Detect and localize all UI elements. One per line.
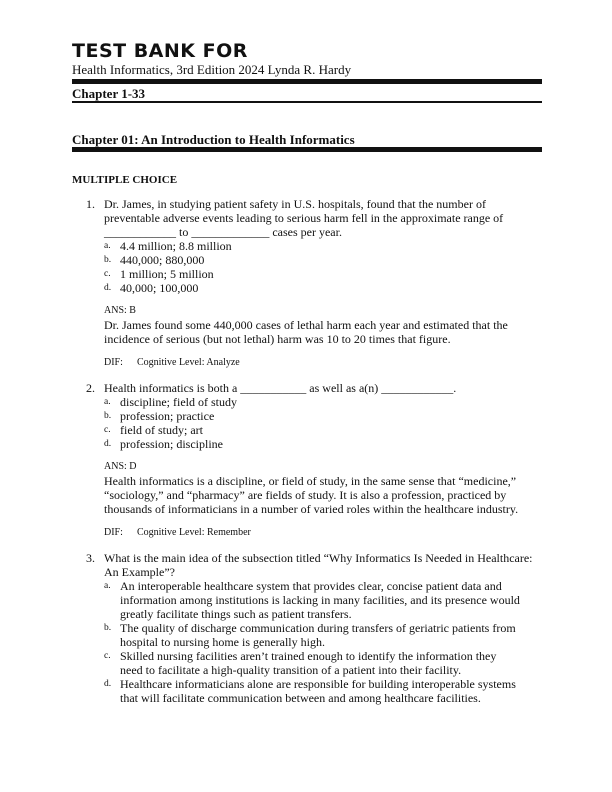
rationale-line: “sociology,” and “pharmacy” are fields of study. It is also a profession, practiced by <box>104 488 507 502</box>
rationale-line: Health informatics is a discipline, or field of study, in the same sense that “medicine,” <box>104 474 517 488</box>
option-text: hospital to nursing home is generally high. <box>120 635 325 649</box>
option-letter: a. <box>104 397 111 407</box>
difficulty-value: Cognitive Level: Analyze <box>137 357 240 368</box>
option-text: information among institutions is lacking in many facilities, and its presence would <box>120 593 520 607</box>
option-letter: b. <box>104 411 112 421</box>
option-text: field of study; art <box>120 423 203 437</box>
option-letter: c. <box>104 425 111 435</box>
question-stem-line: ____________ to _____________ cases per year. <box>104 225 342 239</box>
option-text: 4.4 million; 8.8 million <box>120 239 232 253</box>
answer-key: ANS: D <box>104 461 137 472</box>
thick-rule <box>72 79 542 84</box>
option-text: Skilled nursing facilities aren’t trained enough to identify the information they <box>120 649 497 663</box>
option-text: An interoperable healthcare system that provides clear, concise patient data and <box>120 579 502 593</box>
question-number: 1. <box>86 197 95 211</box>
thin-rule <box>72 101 542 103</box>
option-text: Healthcare informaticians alone are responsible for building interoperable systems <box>120 677 516 691</box>
answer-key: ANS: B <box>104 305 136 316</box>
question-stem-line: Dr. James, in studying patient safety in U.S. hospitals, found that the number of <box>104 197 486 211</box>
section-label: MULTIPLE CHOICE <box>72 174 178 186</box>
option-text: greatly facilitate things such as patient transfers. <box>120 607 352 621</box>
chapter-rule <box>72 147 542 152</box>
option-letter: d. <box>104 283 112 293</box>
question-stem-line: An Example”? <box>104 565 175 579</box>
question-stem-line: Health informatics is both a ___________ as well as a(n) ____________. <box>104 381 457 395</box>
rationale-line: Dr. James found some 440,000 cases of lethal harm each year and estimated that the <box>104 318 508 332</box>
option-text: The quality of discharge communication during transfers of geriatric patients from <box>120 621 516 635</box>
rationale-line: thousands of informaticians in a number of varied roles within the healthcare industry. <box>104 502 519 516</box>
option-text: profession; discipline <box>120 437 223 451</box>
option-text: discipline; field of study <box>120 395 237 409</box>
option-letter: d. <box>104 679 112 689</box>
question-number: 2. <box>86 381 95 395</box>
option-text: 440,000; 880,000 <box>120 253 205 267</box>
chapter-title: Chapter 01: An Introduction to Health Informatics <box>72 132 355 147</box>
difficulty-label: DIF: <box>104 357 123 368</box>
question-stem-line: preventable adverse events leading to serious harm fell in the approximate range of <box>104 211 504 225</box>
option-letter: c. <box>104 269 111 279</box>
option-text: 1 million; 5 million <box>120 267 214 281</box>
test-bank-title: TEST BANK FOR <box>72 40 248 62</box>
option-text: that will facilitate communication between and among healthcare facilities. <box>120 691 481 705</box>
option-letter: b. <box>104 255 112 265</box>
question-number: 3. <box>86 551 95 565</box>
rationale-line: incidence of serious (but not lethal) harm was 10 to 20 times that figure. <box>104 332 451 346</box>
option-letter: d. <box>104 439 112 449</box>
option-letter: b. <box>104 623 112 633</box>
option-letter: a. <box>104 241 111 251</box>
option-letter: c. <box>104 651 111 661</box>
question-stem-line: What is the main idea of the subsection titled “Why Informatics Is Needed in Healthcare: <box>104 551 533 565</box>
option-text: profession; practice <box>120 409 215 423</box>
chapter-range: Chapter 1-33 <box>72 86 146 101</box>
difficulty-label: DIF: <box>104 527 123 538</box>
option-text: need to facilitate a high-quality transition of a patient into their facility. <box>120 663 462 677</box>
option-text: 40,000; 100,000 <box>120 281 199 295</box>
difficulty-value: Cognitive Level: Remember <box>137 527 251 538</box>
book-subtitle: Health Informatics, 3rd Edition 2024 Lynda R. Hardy <box>72 62 352 77</box>
option-letter: a. <box>104 581 111 591</box>
